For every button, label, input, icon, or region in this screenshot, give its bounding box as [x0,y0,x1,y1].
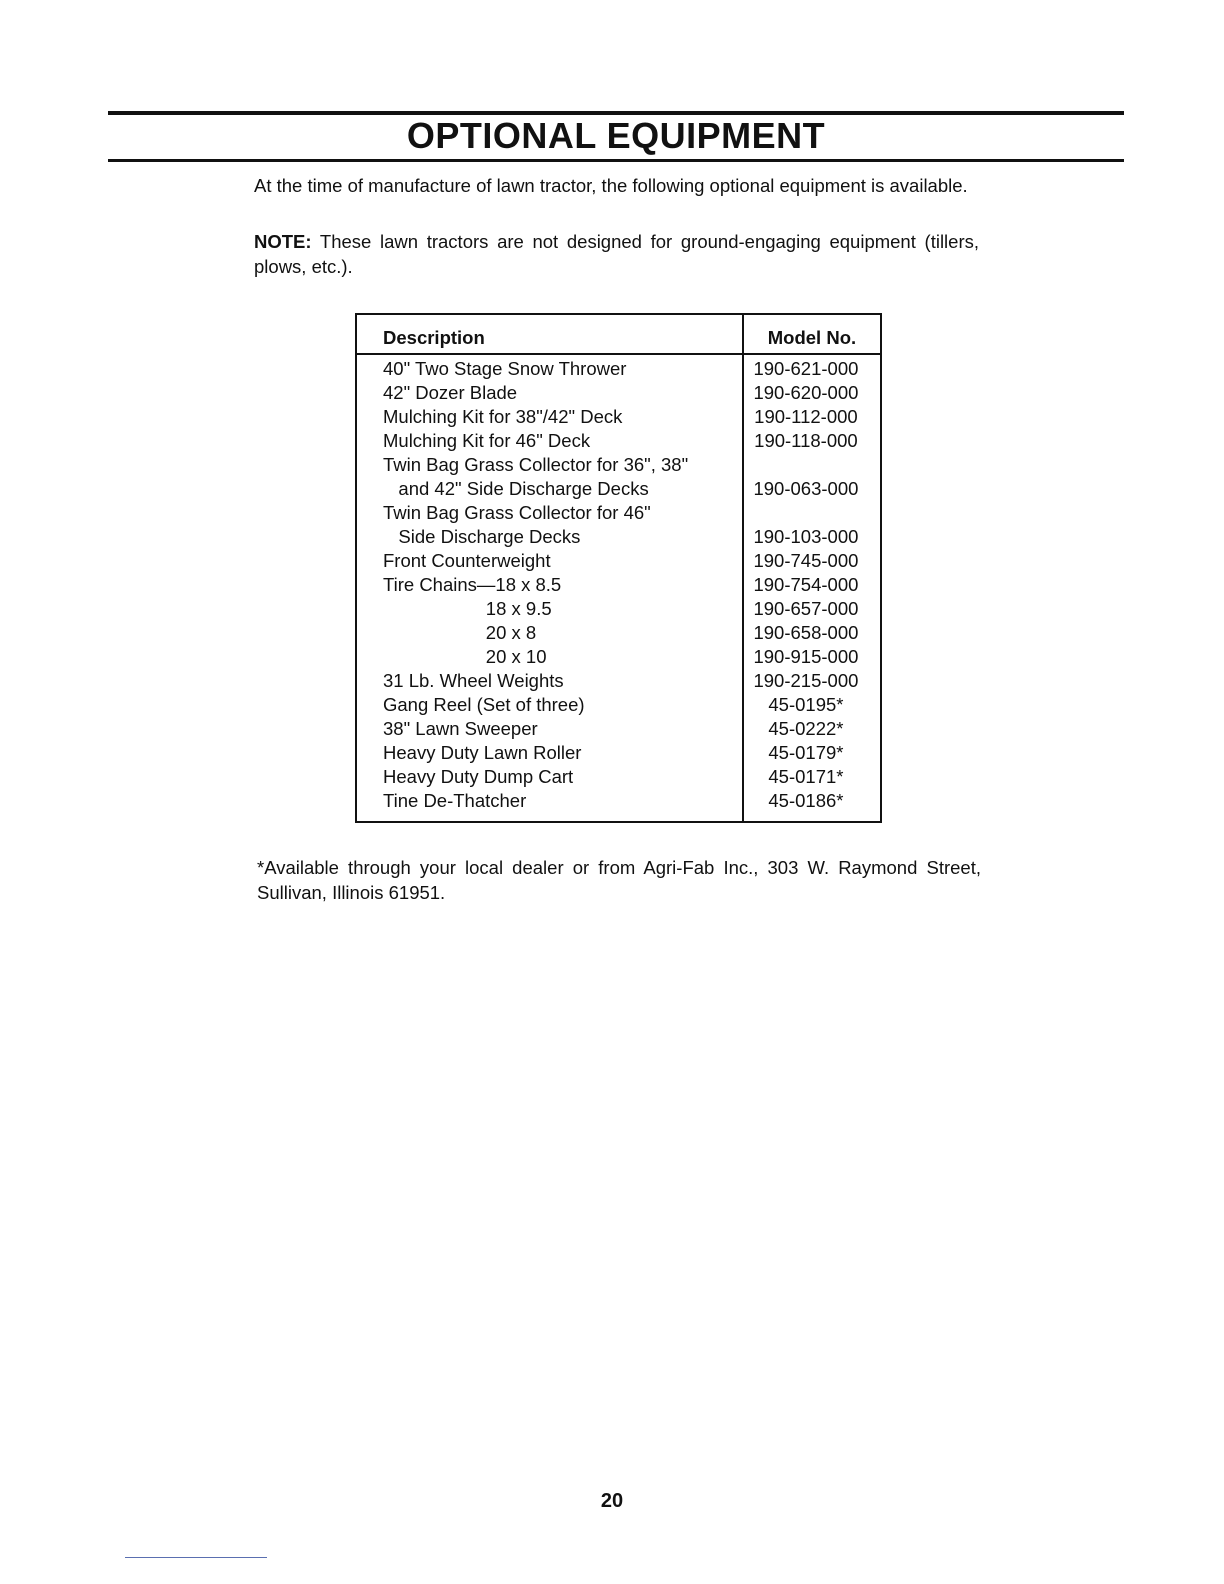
equipment-description: Tine De-Thatcher [383,790,527,811]
page-title: OPTIONAL EQUIPMENT [406,115,826,156]
table-row [356,477,881,501]
equipment-table-body [356,354,881,822]
equipment-model-number: 45-0222* [743,717,881,741]
equipment-description: 18 x 9.5 [383,598,552,619]
equipment-model-number: 45-0186* [743,789,881,822]
table-row [356,789,881,822]
equipment-description: Mulching Kit for 46" Deck [383,430,591,451]
equipment-model-number [743,501,881,525]
equipment-model-number: 190-063-000 [743,477,881,501]
equipment-description: 38" Lawn Sweeper [383,718,538,739]
equipment-description: 42" Dozer Blade [383,382,518,403]
table-header-row [356,314,881,354]
equipment-model-number: 190-915-000 [743,645,881,669]
table-row [356,621,881,645]
table-row [356,717,881,741]
model-column-header: Model No. [743,314,881,354]
intro-paragraph: At the time of manufacture of lawn tractor, the following optional equipment is available. [254,175,968,196]
table-row [356,525,881,549]
table-row [356,741,881,765]
equipment-model-number: 45-0195* [743,693,881,717]
table-row [356,501,881,525]
equipment-description: Front Counterweight [383,550,551,571]
table-row [356,453,881,477]
equipment-description: Tire Chains—18 x 8.5 [383,574,562,595]
page-number: 20 [600,1490,624,1512]
table-row [356,429,881,453]
equipment-model-number: 190-745-000 [743,549,881,573]
note-paragraph [254,229,979,279]
equipment-model-number: 190-754-000 [743,573,881,597]
equipment-description: Heavy Duty Lawn Roller [383,742,582,763]
equipment-model-number: 190-658-000 [743,621,881,645]
equipment-table [355,313,882,823]
equipment-description: 31 Lb. Wheel Weights [383,670,564,691]
title-bottom-rule [108,159,1124,162]
table-row [356,645,881,669]
equipment-model-number: 190-112-000 [743,405,881,429]
equipment-description: 20 x 8 [383,622,537,643]
table-row [356,354,881,381]
note-text: These lawn tractors are not designed for ground-engaging equipment (tillers, plows, etc.). [254,231,979,277]
equipment-model-number: 190-657-000 [743,597,881,621]
equipment-description: Twin Bag Grass Collector for 36", 38" [383,454,689,475]
equipment-description: Heavy Duty Dump Cart [383,766,574,787]
equipment-model-number: 45-0171* [743,765,881,789]
equipment-description: 40" Two Stage Snow Thrower [383,358,627,379]
equipment-model-number: 45-0179* [743,741,881,765]
table-row [356,405,881,429]
equipment-description: and 42" Side Discharge Decks [383,478,649,499]
table-row [356,381,881,405]
equipment-model-number: 190-620-000 [743,381,881,405]
equipment-model-number: 190-103-000 [743,525,881,549]
equipment-description: Gang Reel (Set of three) [383,694,585,715]
equipment-model-number [743,453,881,477]
table-row [356,573,881,597]
table-row [356,549,881,573]
equipment-description: Mulching Kit for 38"/42" Deck [383,406,623,427]
equipment-model-number: 190-118-000 [743,429,881,453]
bottom-edge-line [125,1557,267,1558]
table-row [356,597,881,621]
equipment-model-number: 190-621-000 [743,354,881,381]
table-row [356,669,881,693]
table-row [356,765,881,789]
equipment-description: Side Discharge Decks [383,526,581,547]
equipment-model-number: 190-215-000 [743,669,881,693]
table-row [356,693,881,717]
note-label: NOTE: [254,231,312,252]
equipment-description: Twin Bag Grass Collector for 46" [383,502,651,523]
description-column-header: Description [356,314,743,354]
availability-footnote: *Available through your local dealer or from Agri-Fab Inc., 303 W. Raymond Street, Sullivan, Illinois 61951. [257,857,981,903]
equipment-description: 20 x 10 [383,646,547,667]
